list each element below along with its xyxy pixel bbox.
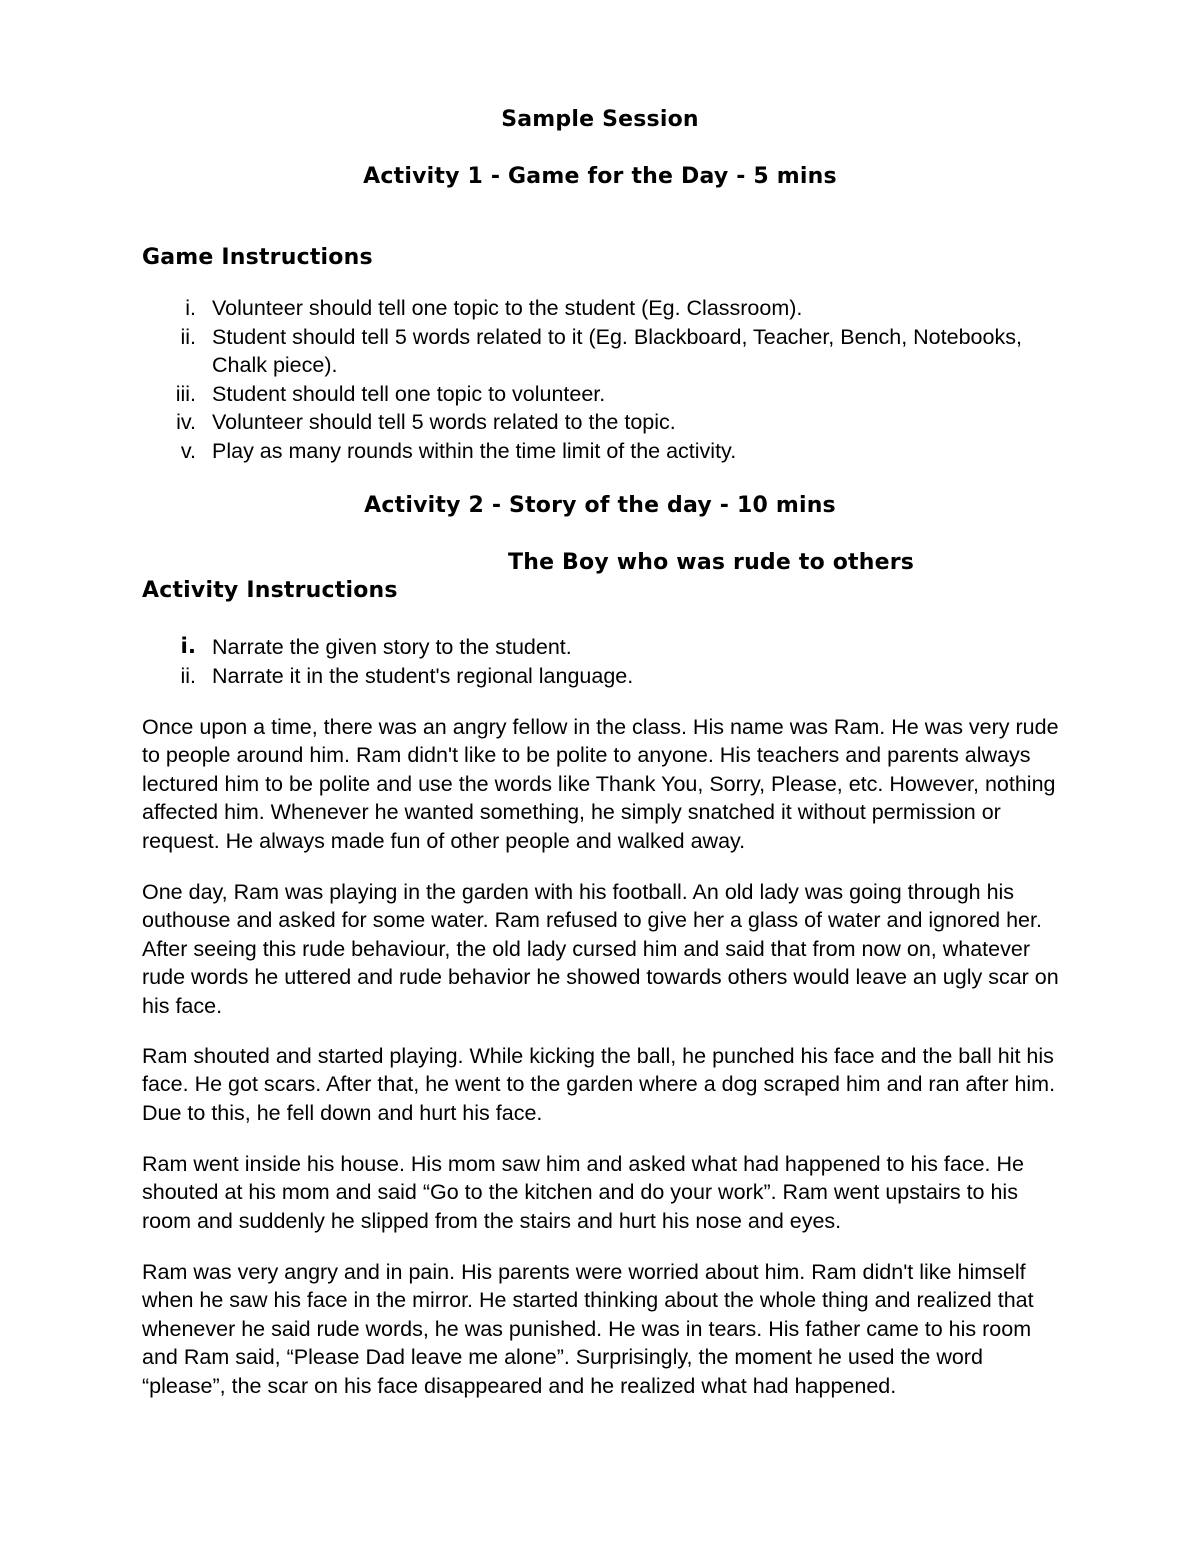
activity-instructions-list: [142, 633, 1062, 690]
list-item-number: iv.: [176, 410, 196, 434]
list-item-number: ii.: [180, 324, 196, 349]
list-item-number: iii.: [175, 381, 196, 406]
list-item-number: ii.: [180, 663, 196, 688]
game-instructions-heading: Game Instructions: [142, 245, 373, 270]
list-item: [142, 294, 1062, 323]
list-item: [142, 662, 1062, 691]
list-item: [142, 633, 1062, 662]
page-title: Sample Session: [501, 107, 699, 132]
list-item: [142, 408, 1062, 437]
game-instructions-list: [142, 294, 1062, 465]
list-item-text: Volunteer should tell 5 words related to the topic.: [212, 410, 676, 434]
story-title: The Boy who was rude to others: [508, 550, 915, 575]
list-item-text: Student should tell one topic to volunteer.: [212, 381, 606, 406]
list-item-text: Narrate it in the student's regional language.: [212, 663, 634, 688]
activity-1-heading: Activity 1 - Game for the Day - 5 mins: [363, 164, 837, 189]
list-item: [142, 380, 1062, 409]
story-paragraph: Once upon a time, there was an angry fellow in the class. His name was Ram. He was very rude to people around him. Ram didn't like to be polite to anyone. His teachers and parents always lectured him to be polite and use the words like Thank You, Sorry, Please, etc. However, nothing affected him. Whenever he wanted something, he simply snatched it without permission or request. He always made fun of other people and walked away.: [142, 715, 1059, 853]
list-item: [142, 437, 1062, 466]
list-item-number: i.: [185, 296, 196, 320]
list-item-text: Play as many rounds within the time limit of the activity.: [212, 438, 737, 463]
story-paragraph: Ram went inside his house. His mom saw him and asked what had happened to his face. He shouted at his mom and said “Go to the kitchen and do your work”. Ram went upstairs to his room and suddenly he slipped from the stairs and hurt his nose and eyes.: [142, 1152, 1024, 1233]
story-paragraph: One day, Ram was playing in the garden with his football. An old lady was going through his outhouse and asked for some water. Ram refused to give her a glass of water and ignored her. After seeing this rude behaviour, the old lady cursed him and said that from now on, whatever rude words he uttered and rude behavior he showed towards others would leave an ugly scar on his face.: [142, 880, 1059, 1018]
list-item-text: Student should tell 5 words related to it (Eg. Blackboard, Teacher, Bench, Notebooks, Chalk piece).: [212, 324, 1022, 377]
list-item-text: Volunteer should tell one topic to the student (Eg. Classroom).: [212, 296, 803, 320]
story-paragraph: Ram shouted and started playing. While kicking the ball, he punched his face and the ball hit his face. He got scars. After that, he went to the garden where a dog scraped him and ran after him. Due to this, he fell down and hurt his face.: [142, 1044, 1056, 1125]
list-item: [142, 323, 1062, 380]
list-item-text: Narrate the given story to the student.: [212, 635, 572, 659]
activity-2-heading: Activity 2 - Story of the day - 10 mins: [364, 493, 836, 518]
activity-instructions-heading: Activity Instructions: [142, 578, 398, 603]
story-paragraph: Ram was very angry and in pain. His parents were worried about him. Ram didn't like himself when he saw his face in the mirror. He started thinking about the whole thing and realized that whenever he said rude words, he was punished. He was in tears. His father came to his room and Ram said, “Please Dad leave me alone”. Surprisingly, the moment he used the word “please”, the scar on his face disappeared and he realized what had happened.: [142, 1260, 1034, 1398]
list-item-number: i.: [180, 634, 196, 659]
list-item-number: v.: [180, 438, 196, 463]
